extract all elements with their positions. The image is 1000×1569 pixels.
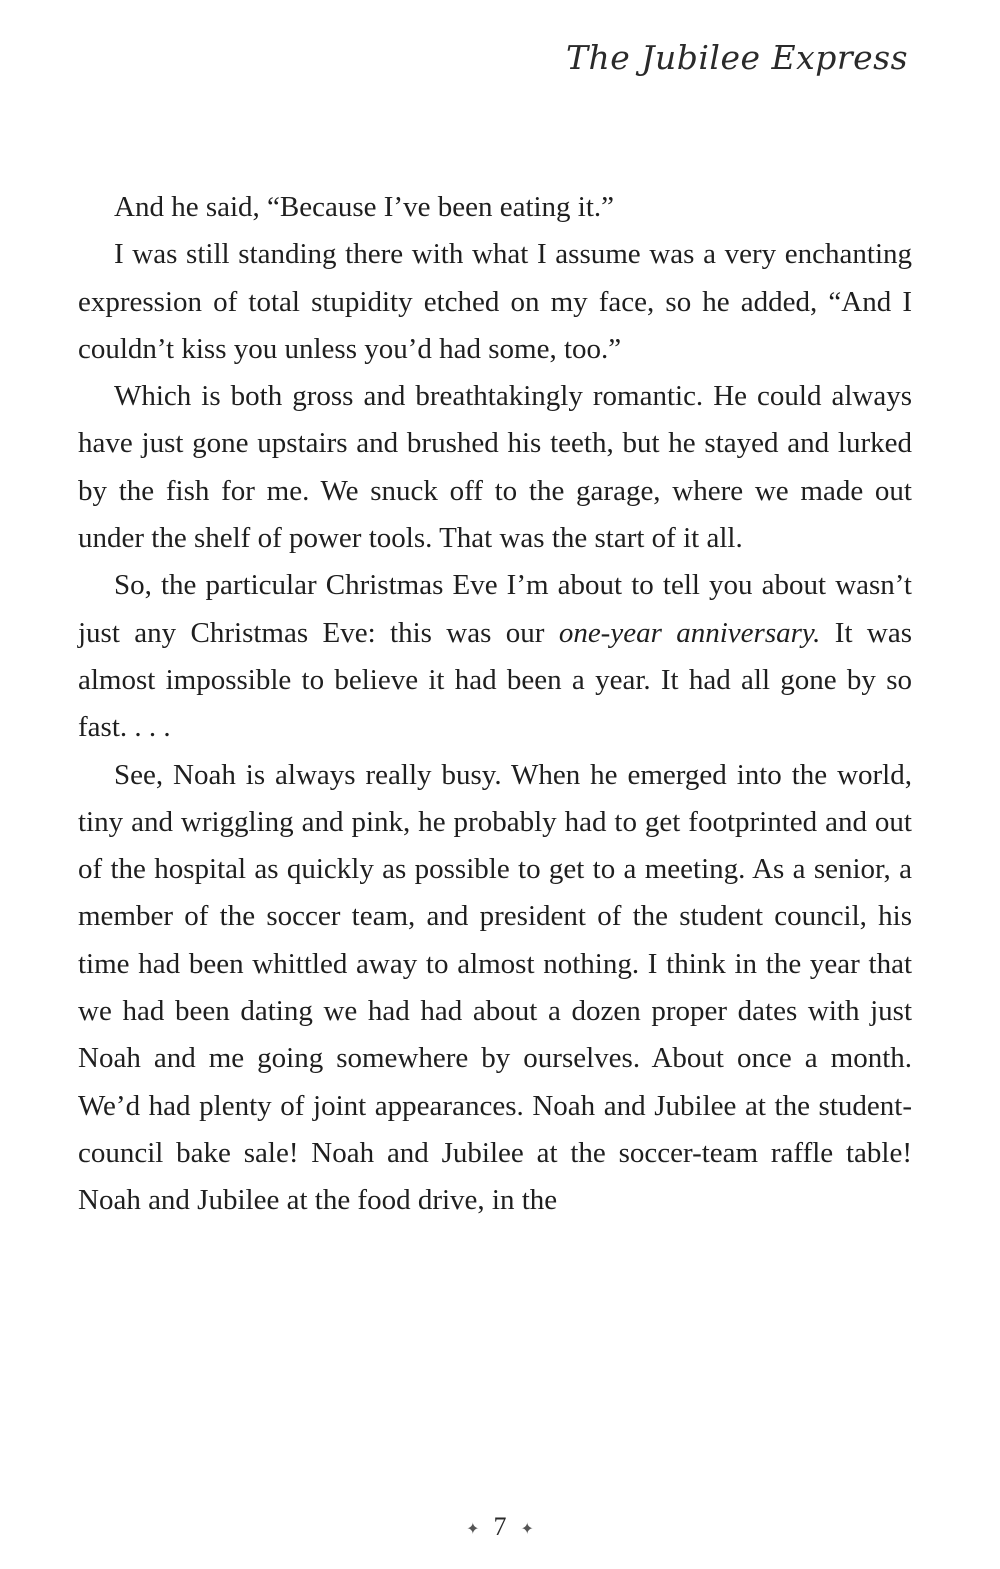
- paragraph: See, Noah is always really busy. When he emerged into the world, tiny and wriggling and pink, he probably had to get footprinted and out of the hospital as quickly as possible to get to a meeting. As a senior, a member of the soccer team, and president of the student council, his time had been whittled away to almost nothing. I think in the year that we had been dating we had had about a dozen proper dates with just Noah and me going somewhere by ourselves. About once a month. We’d had plenty of joint appearances. Noah and Jubilee at the student-council bake sale! Noah and Jubilee at the soccer-team raffle table! Noah and Jubilee at the food drive, in the: [78, 758, 912, 1217]
- ornament-right-icon: ✦: [520, 1521, 534, 1539]
- body-text: [78, 184, 912, 1225]
- page-number: 7: [493, 1512, 507, 1541]
- ornament-left-icon: ✦: [466, 1521, 480, 1539]
- page-footer: [0, 1512, 1000, 1542]
- paragraph: So, the particular Christmas Eve I’m about to tell you about wasn’t just any Christmas Eve: this was our one-year anniversary. It was almost impossible to believe it had been a year. It had all gone by so fast. . . .: [78, 569, 912, 744]
- paragraph: Which is both gross and breathtakingly romantic. He could always have just gone upstairs and brushed his teeth, but he stayed and lurked by the fish for me. We snuck off to the garage, where we made out under the shelf of power tools. That was the start of it all.: [78, 380, 912, 555]
- paragraph: I was still standing there with what I assume was a very enchanting expression of total stupidity etched on my face, so he added, “And I couldn’t kiss you unless you’d had some, too.”: [78, 238, 912, 365]
- running-head: The Jubilee Express: [565, 38, 908, 77]
- paragraph: And he said, “Because I’ve been eating it.”: [114, 191, 615, 223]
- italic-emphasis: one-year anniversary.: [558, 616, 821, 649]
